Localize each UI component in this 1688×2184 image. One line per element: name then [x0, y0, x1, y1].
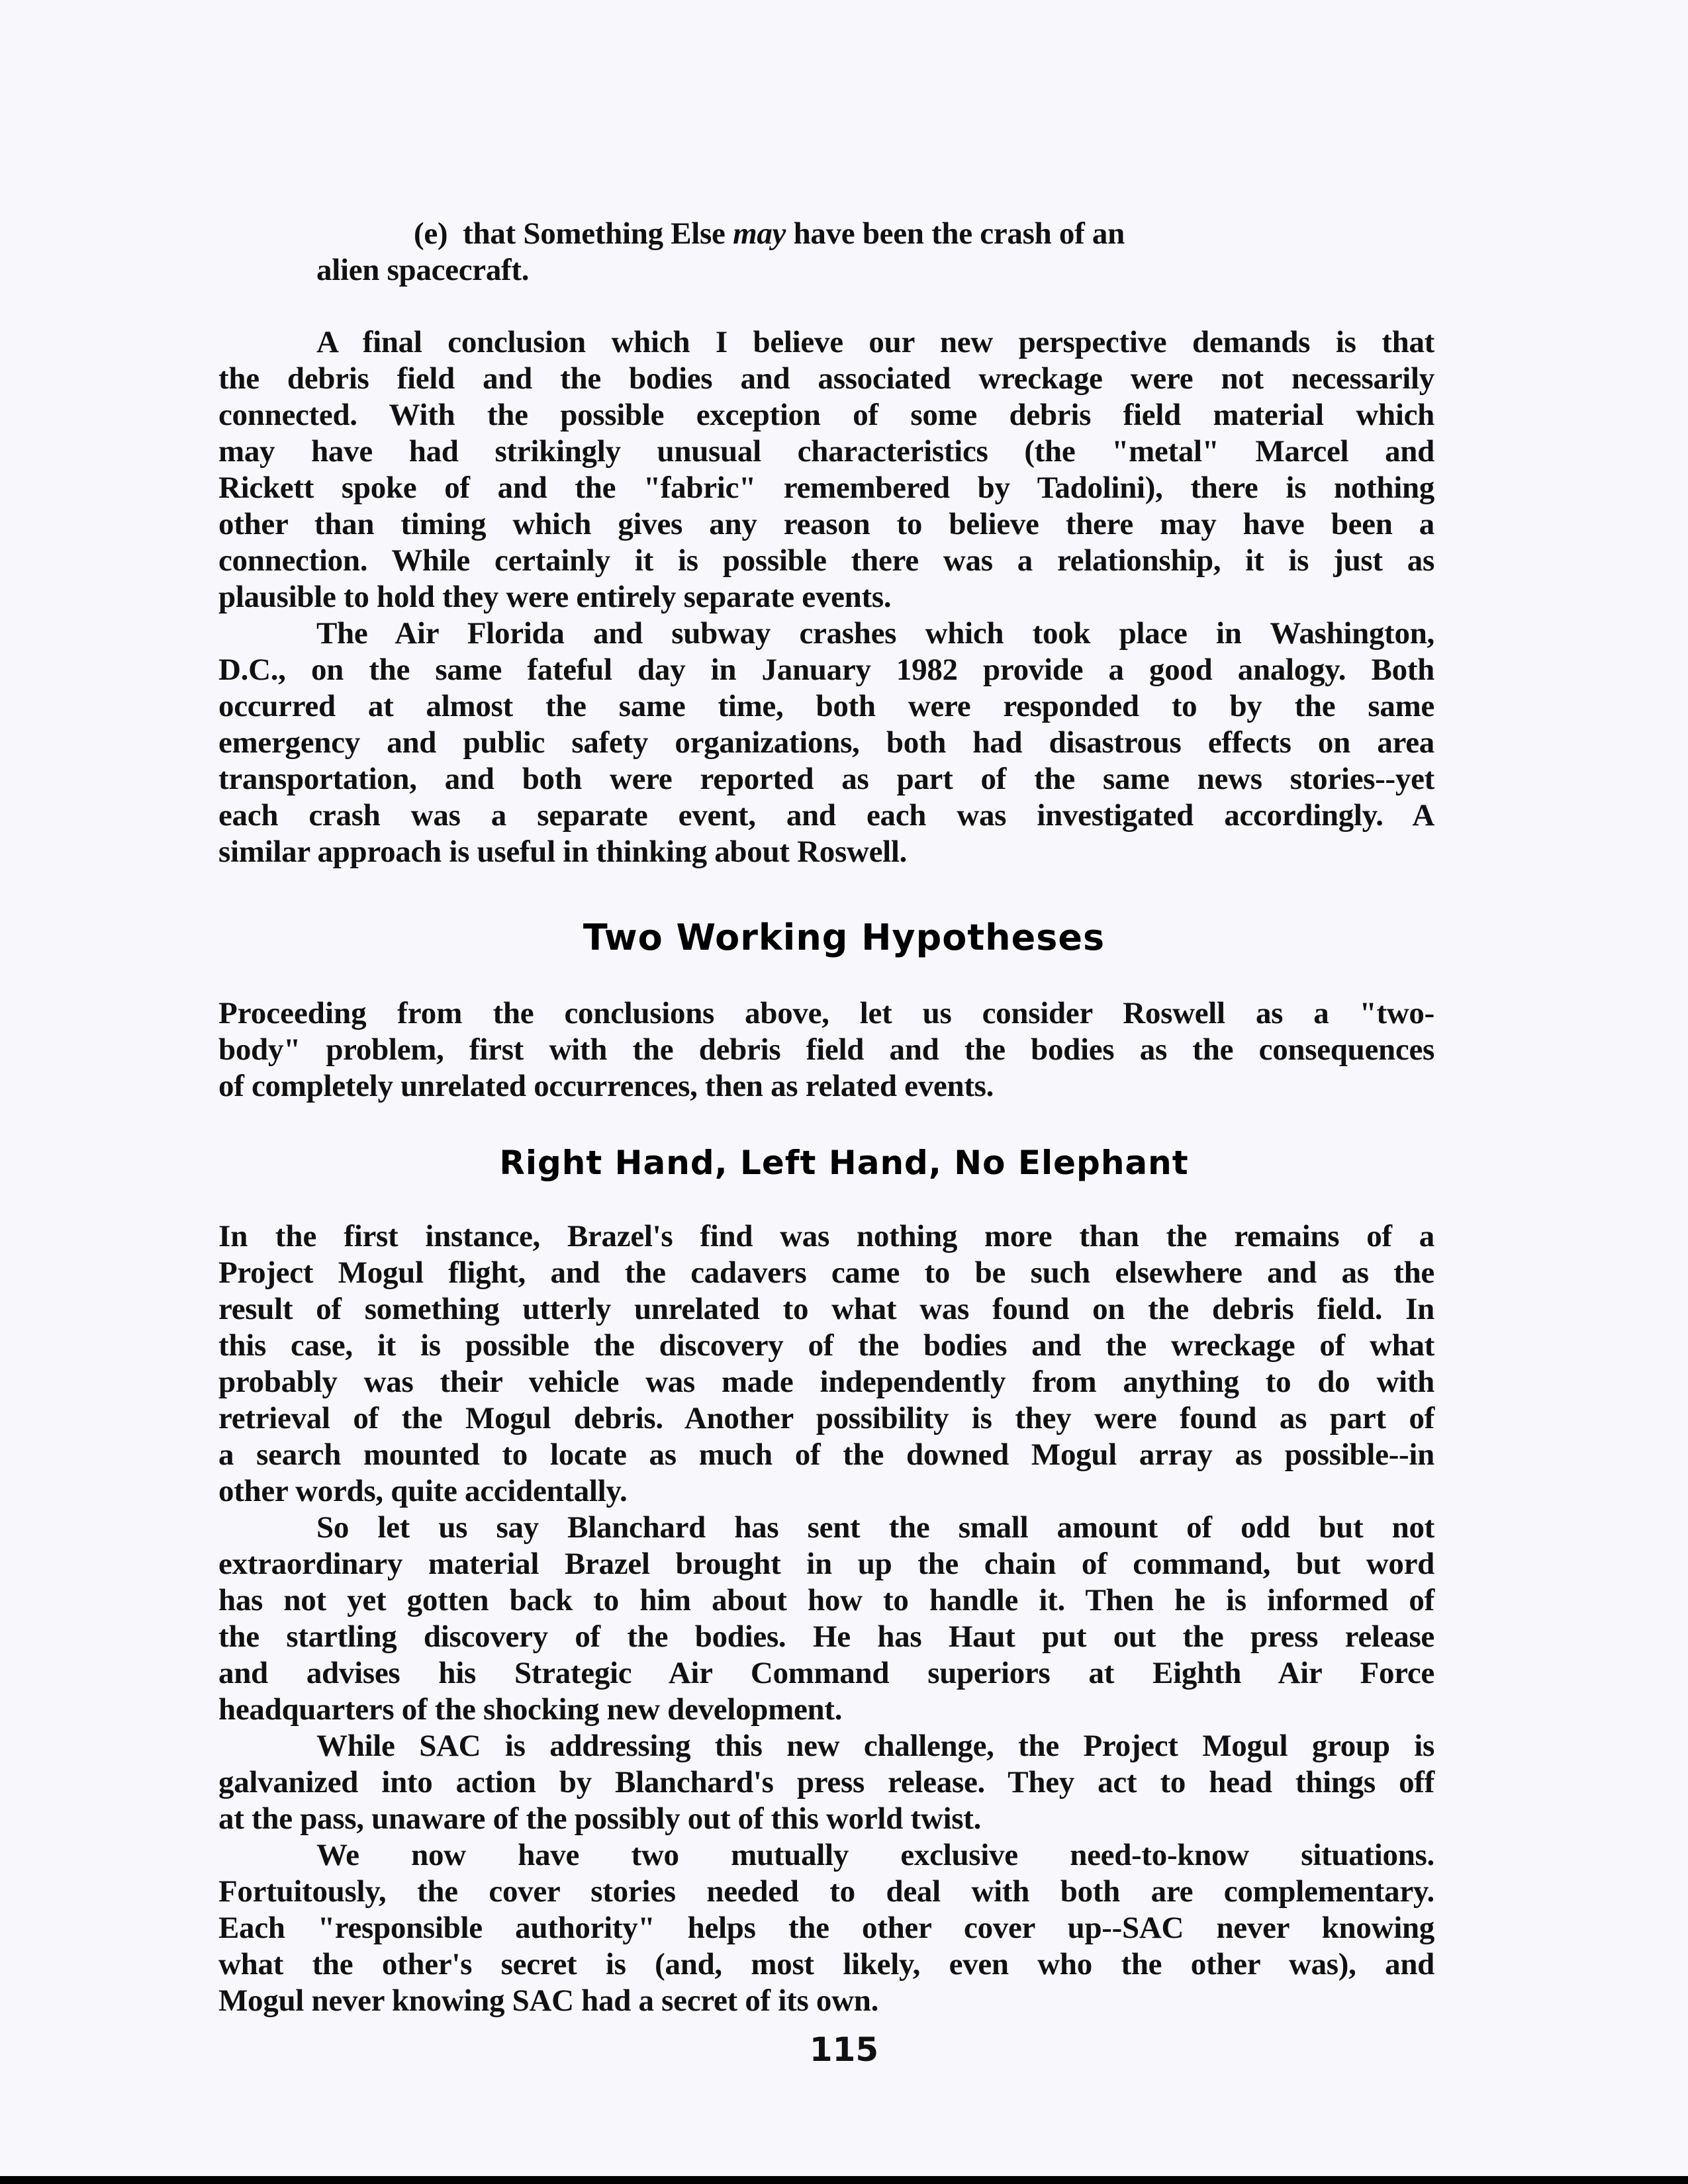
para-proceeding-text: the conclusions above, let us consider Roswell as a "two-	[462, 996, 1434, 1030]
section-heading: Two Working Hypotheses	[583, 917, 1105, 958]
para-blanchard-line: So let us say Blanchard has sent the small amount of odd but not	[316, 1510, 1434, 1545]
body-text-bottom	[218, 1218, 1434, 2019]
para-conclusion-line: Rickett spoke of and the "fabric" remembered by Tadolini), there is nothing	[218, 471, 1434, 505]
item-e-emphasis: may	[733, 216, 786, 251]
para-sac-line: at the pass, unaware of the possibly out of this world twist.	[218, 1801, 982, 1836]
item-e-label: (e)	[414, 216, 448, 251]
para-conclusion-line: other than timing which gives any reason to believe there may have been a	[218, 507, 1434, 541]
para-blanchard-line: and advises his Strategic Air Command superiors at Eighth Air Force	[218, 1656, 1434, 1690]
para-blanchard-line: the startling discovery of the bodies. He has Haut put out the press release	[218, 1619, 1434, 1654]
item-e-text-a: that Something Else	[463, 216, 726, 251]
para-proceeding-line: of completely unrelated occurrences, then as related events.	[218, 1069, 994, 1103]
body-text-proceeding	[218, 995, 1434, 1105]
item-e-line-2: alien spacecraft.	[316, 253, 530, 287]
para-inthe-line	[218, 1218, 1434, 1255]
para-inthe-line: result of something utterly unrelated to what was found on the debris field. In	[218, 1292, 1434, 1326]
para-inthe-line: other words, quite accidentally.	[218, 1474, 628, 1508]
para-wenow-line: We now have two mutually exclusive need-to-know situations.	[316, 1838, 1434, 1872]
para-blanchard-line: extraordinary material Brazel brought in up the chain of command, but word	[218, 1547, 1434, 1581]
para-wenow-line: Fortuitously, the cover stories needed to deal with both are complementary.	[218, 1874, 1434, 1909]
para-sac-line: While SAC is addressing this new challenge, the Project Mogul group is	[316, 1729, 1434, 1763]
scan-edge-bar	[0, 2176, 1688, 2184]
para-wenow-line: Mogul never knowing SAC had a secret of its own.	[218, 1983, 879, 2018]
para-blanchard-line: has not yet gotten back to him about how to handle it. Then he is informed of	[218, 1583, 1434, 1617]
para-inthe-line: retrieval of the Mogul debris. Another possibility is they were found as part of	[218, 1401, 1434, 1435]
body-text-top	[218, 324, 1434, 870]
para-wenow-line: Each "responsible authority" helps the other cover up--SAC never knowing	[218, 1911, 1434, 1945]
para-inthe-line: probably was their vehicle was made independently from anything to do with	[218, 1365, 1434, 1399]
item-e	[218, 216, 1434, 289]
para-airflorida-line: The Air Florida and subway crashes which took place in Washington,	[316, 616, 1434, 651]
para-proceeding-line: body" problem, first with the debris field and the bodies as the consequences	[218, 1032, 1434, 1067]
para-inthe-line: Project Mogul flight, and the cadavers came to be such elsewhere and as the	[218, 1255, 1434, 1290]
para-blanchard-line: headquarters of the shocking new development.	[218, 1692, 843, 1727]
para-proceeding-lead-in: Proceeding from	[218, 996, 463, 1030]
para-conclusion-line: connected. With the possible exception of some debris field material which	[218, 398, 1434, 432]
para-airflorida-line: D.C., on the same fateful day in January 1982 provide a good analogy. Both	[218, 653, 1434, 687]
page-number: 115	[809, 2030, 879, 2069]
para-inthe-line: this case, it is possible the discovery of the bodies and the wreckage of what	[218, 1328, 1434, 1363]
para-conclusion-line: connection. While certainly it is possible there was a relationship, it is just as	[218, 543, 1434, 578]
para-conclusion-line: may have had strikingly unusual characteristics (the "metal" Marcel and	[218, 434, 1434, 469]
para-conclusion-line: plausible to hold they were entirely separate events.	[218, 580, 892, 614]
para-airflorida-line: similar approach is useful in thinking about Roswell.	[218, 835, 908, 869]
para-conclusion-line: the debris field and the bodies and associated wreckage were not necessarily	[218, 361, 1434, 396]
subsection-heading: Right Hand, Left Hand, No Elephant	[499, 1144, 1189, 1182]
para-wenow-line: what the other's secret is (and, most likely, even who the other was), and	[218, 1947, 1434, 1981]
para-conclusion-line: A final conclusion which I believe our new perspective demands is that	[316, 325, 1434, 359]
para-airflorida-line: each crash was a separate event, and each was investigated accordingly. A	[218, 798, 1434, 833]
item-e-text-b: have been the crash of an	[793, 216, 1125, 251]
para-inthe-text: first instance, Brazel's find was nothing more than the remains of a	[316, 1219, 1434, 1253]
item-e-line-1	[218, 216, 1434, 252]
para-proceeding-line	[218, 995, 1434, 1032]
para-airflorida-line: emergency and public safety organizations, both had disastrous effects on area	[218, 725, 1434, 760]
para-inthe-lead-in: In the	[218, 1219, 317, 1253]
para-airflorida-line: occurred at almost the same time, both were responded to by the same	[218, 689, 1434, 723]
para-sac-line: galvanized into action by Blanchard's press release. They act to head things off	[218, 1765, 1434, 1799]
para-inthe-line: a search mounted to locate as much of the downed Mogul array as possible--in	[218, 1437, 1434, 1472]
para-airflorida-line: transportation, and both were reported as part of the same news stories--yet	[218, 762, 1434, 796]
